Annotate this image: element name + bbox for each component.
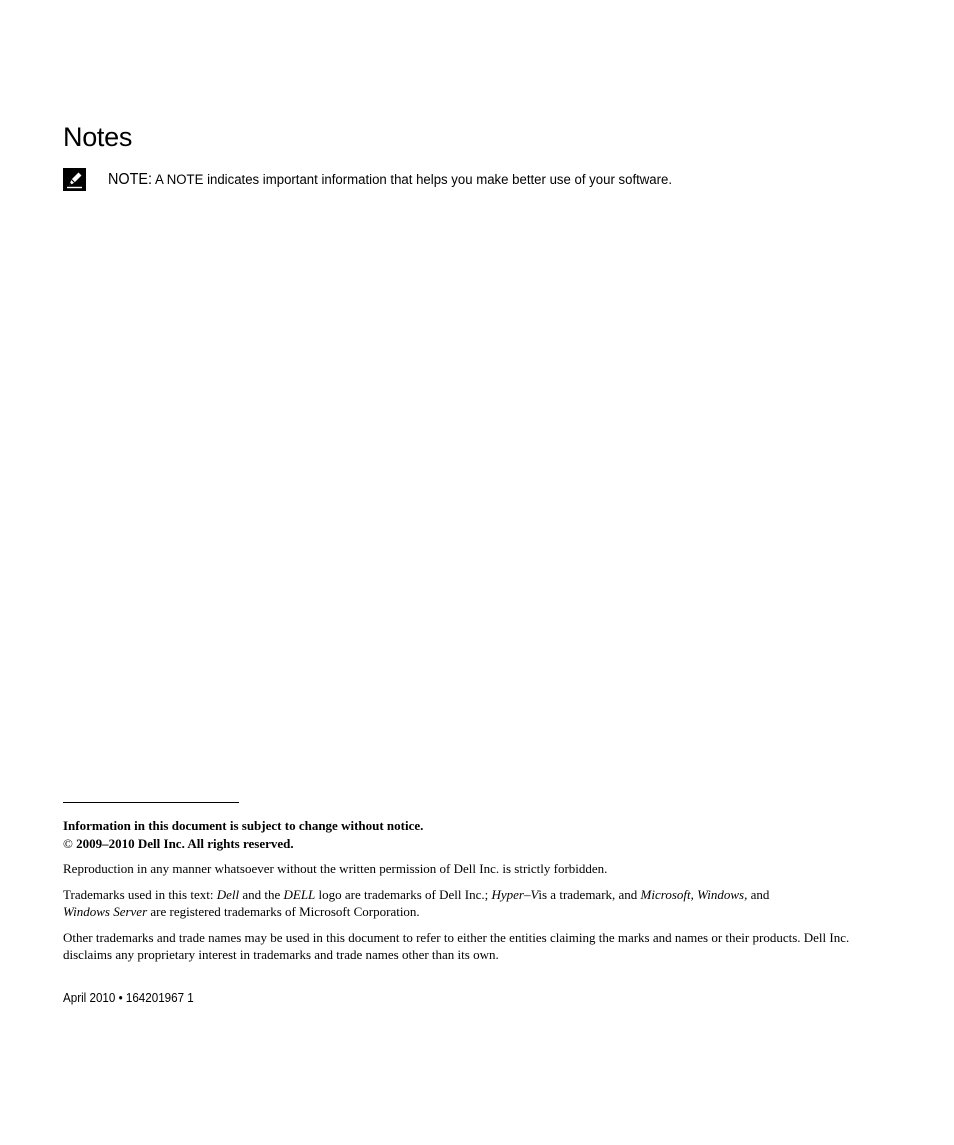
reproduction-notice: Reproduction in any manner whatsoever without the written permission of Dell Inc. is strictly forbidden. xyxy=(63,861,608,876)
tm-text-4: is a trademark, and xyxy=(538,886,641,902)
tm-hyperv: Hyper–V xyxy=(491,886,539,902)
tm-text-6: are registered trademarks of Microsoft Corporation. xyxy=(147,904,420,919)
page-title: Notes xyxy=(63,122,133,152)
note-text xyxy=(108,168,672,192)
other-trademarks-notice: Other trademarks and trade names may be used in this document to refer to either the entities claiming the marks and names or their products. Dell Inc. disclaims any proprietary interest in trademarks and trade names other than its own. xyxy=(63,929,850,962)
copyright-symbol: © xyxy=(63,835,73,851)
copyright-line: 2009–2010 Dell Inc. All rights reserved. xyxy=(76,835,294,851)
legal-info: Information in this document is subject to change without notice. xyxy=(63,818,424,833)
legal-info-block xyxy=(63,817,853,852)
tm-dell: Dell xyxy=(216,886,240,902)
publication-info: April 2010 • 164201967 1 xyxy=(63,991,194,1005)
footnote-rule xyxy=(63,802,239,803)
note-pencil-icon xyxy=(63,168,86,191)
tm-microsoft: Microsoft, Windows, xyxy=(640,886,748,902)
tm-text-5: and xyxy=(747,886,770,902)
legal-notice xyxy=(63,817,853,972)
tm-text-2: and the xyxy=(239,886,284,902)
trademarks-notice xyxy=(63,886,853,921)
tm-windows-server: Windows Server xyxy=(63,904,148,919)
note-body: A NOTE indicates important information that helps you make better use of your software. xyxy=(155,172,673,188)
note-label: NOTE: xyxy=(108,171,153,188)
tm-dell-logo: DELL xyxy=(283,886,316,902)
tm-text-1: Trademarks used in this text: xyxy=(63,886,217,902)
tm-text-3: logo are trademarks of Dell Inc.; xyxy=(315,886,492,902)
